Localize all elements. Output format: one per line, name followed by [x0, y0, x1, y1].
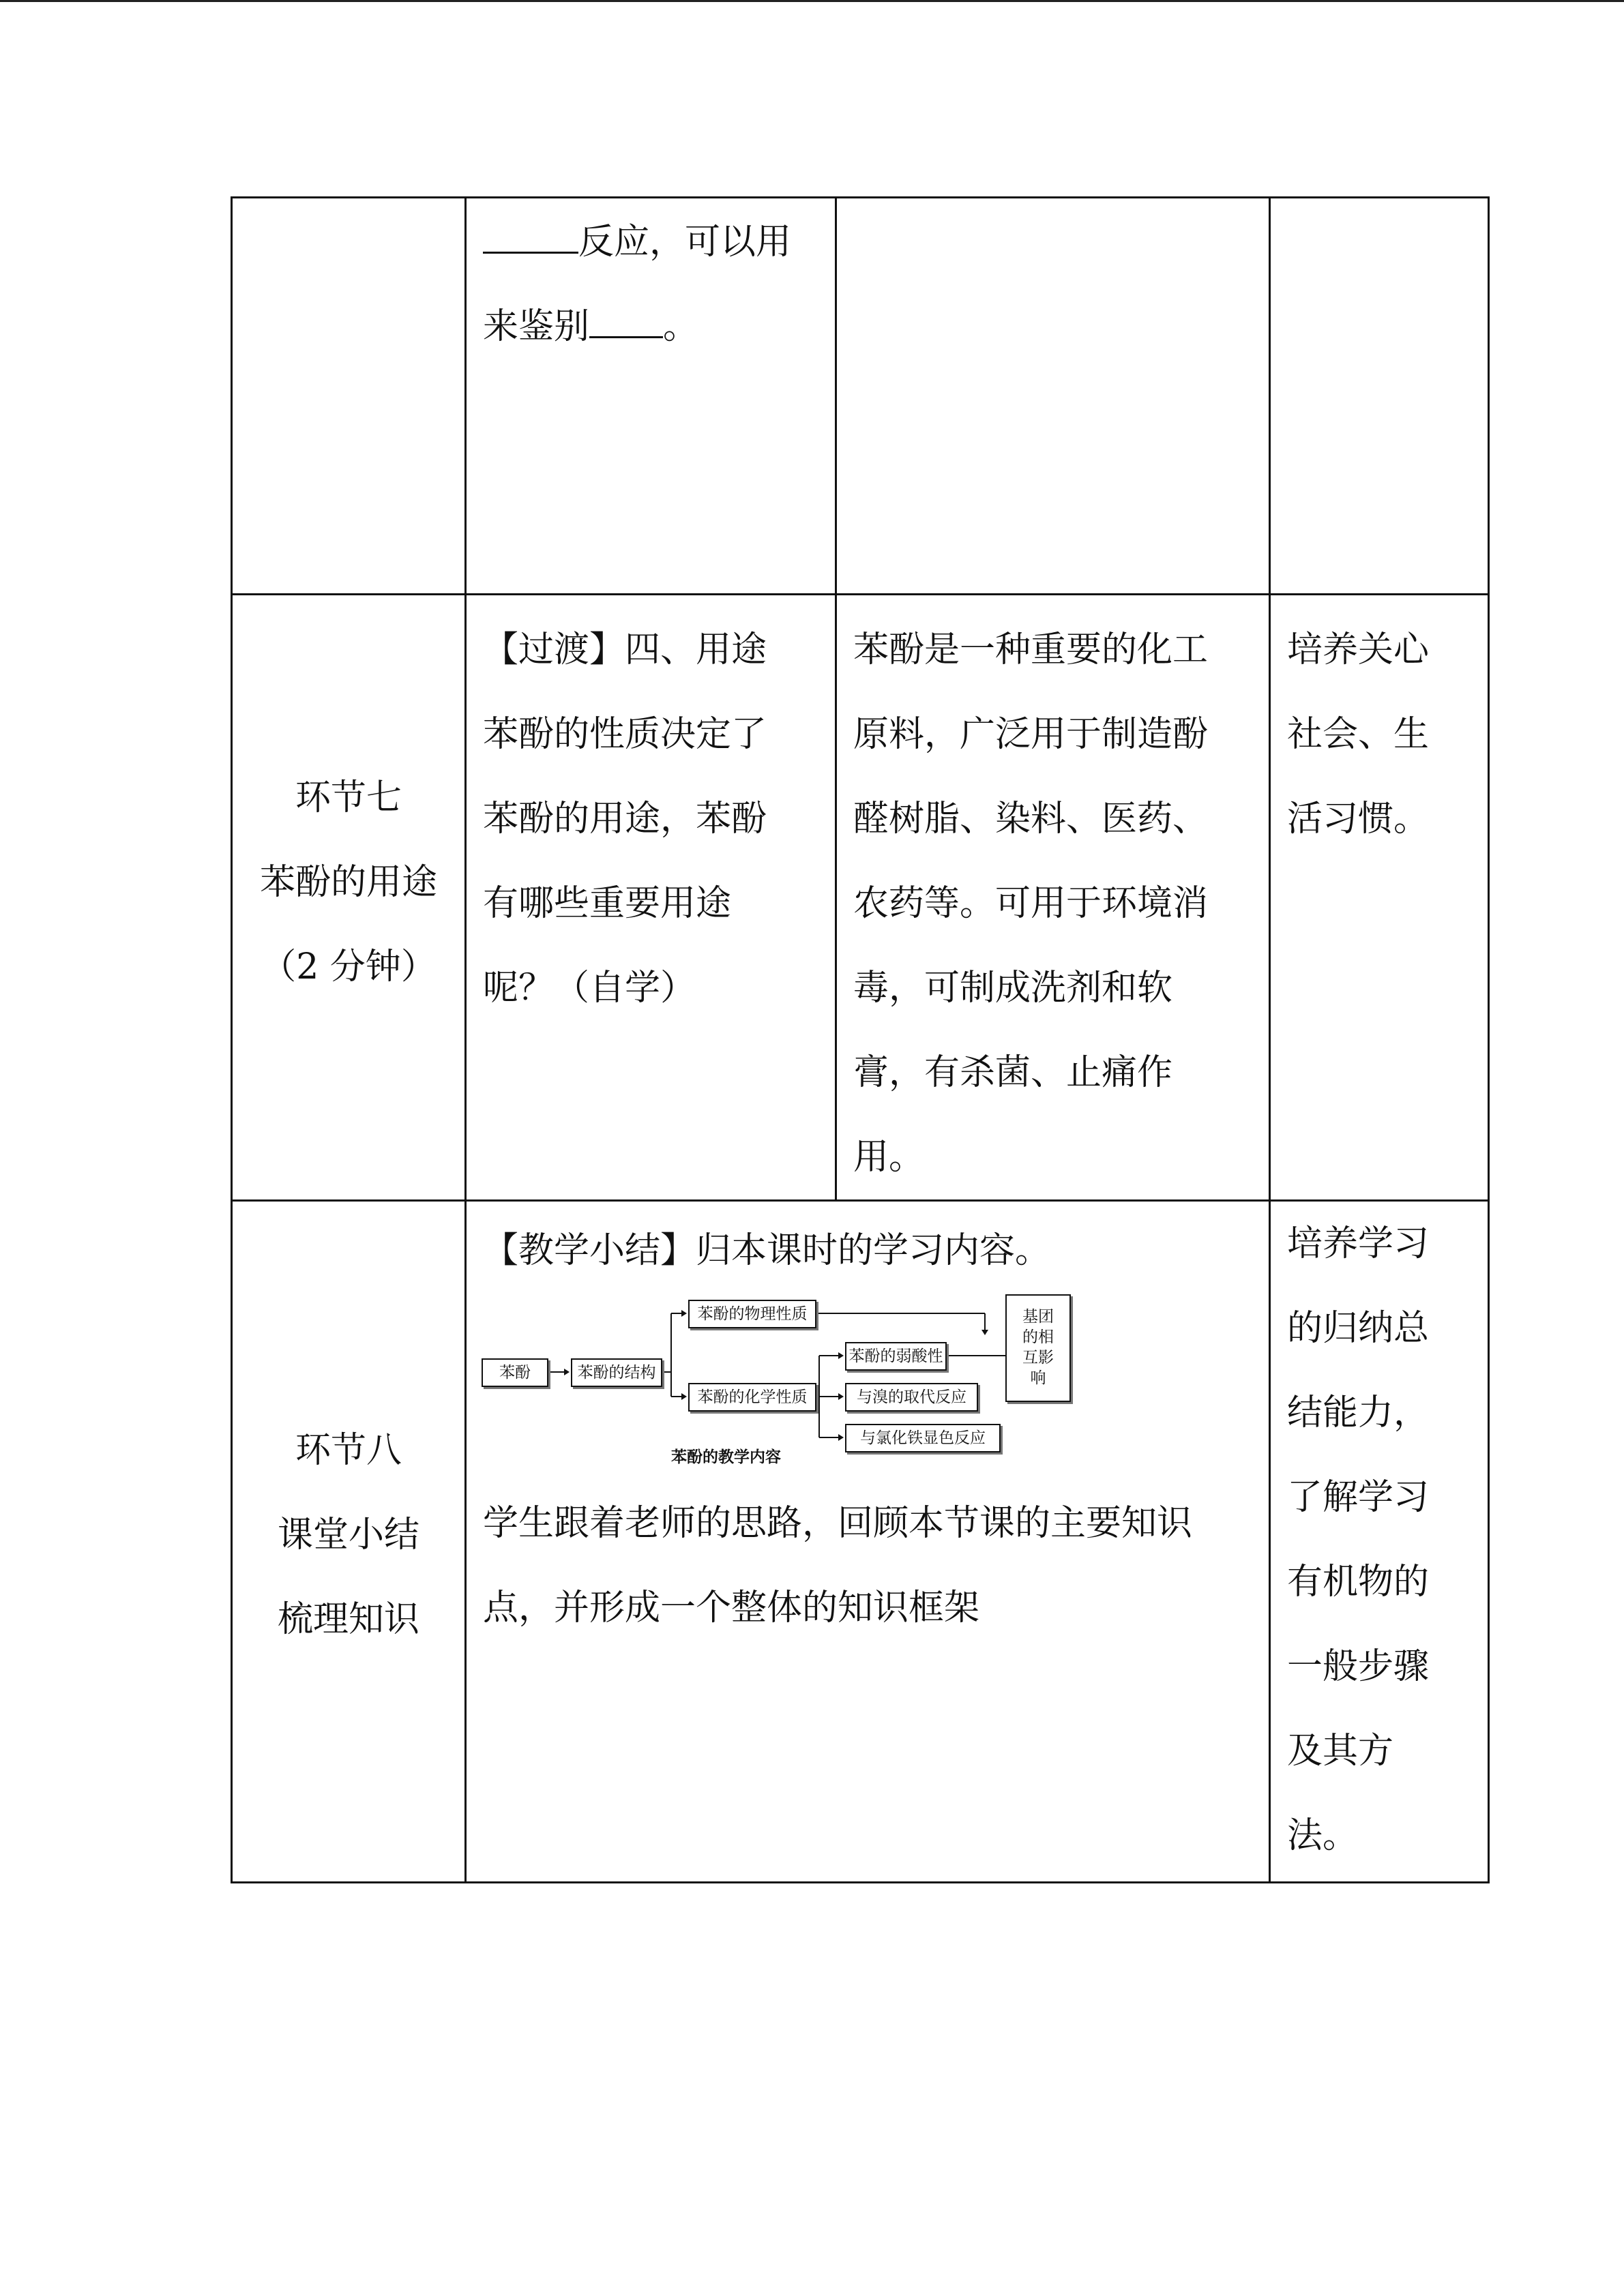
student-text-line: 原料，广泛用于制造酚: [853, 714, 1209, 755]
intent-text-line: 有机物的: [1287, 1562, 1430, 1602]
stage-label: 环节八: [295, 1429, 402, 1471]
summary-cell: [466, 1201, 1270, 1883]
student-activity-cell: [836, 595, 1270, 1201]
teacher-text-line: 苯酚的用途，苯酚: [483, 799, 767, 839]
student-text-line: 毒，可制成洗剂和软: [853, 968, 1173, 1009]
table-row-2: [232, 595, 1489, 1201]
teacher-text-line: 有哪些重要用途: [483, 883, 732, 924]
page-top-border: [0, 0, 1624, 2]
summary-text-line: 学生跟着老师的思路，回顾本节课的主要知识: [483, 1503, 1193, 1544]
student-text-line: 醛树脂、染料、医药、: [853, 799, 1209, 839]
diagram-node-phenol: 苯酚: [482, 1358, 548, 1387]
stage-duration: （2 分钟）: [261, 946, 437, 987]
teacher-activity-cell: [466, 595, 836, 1201]
intent-text-line: 法。: [1287, 1815, 1359, 1856]
summary-text-line: 点，并形成一个整体的知识框架: [483, 1587, 980, 1628]
student-text-line: 苯酚是一种重要的化工: [853, 629, 1209, 670]
stage-cell-empty: [232, 198, 466, 595]
summary-title: 【教学小结】归本课时的学习内容。: [483, 1230, 1051, 1271]
teacher-activity-cell: [466, 198, 836, 595]
stage-subtitle: 梳理知识: [277, 1598, 419, 1640]
intent-text-line: 了解学习: [1287, 1477, 1430, 1518]
diagram-node-ferric-chloride-color: 与氯化铁显色反应: [845, 1424, 1001, 1452]
answer-blank: [483, 248, 578, 254]
stage-label: 环节七: [295, 777, 402, 818]
fill-in-line-2: 来鉴别 。: [483, 306, 699, 347]
intent-text-line: 结能力，: [1287, 1392, 1430, 1433]
intent-text-line: 的归纳总: [1287, 1308, 1430, 1349]
fill-in-line-1: 反应，可以用: [483, 200, 821, 284]
stage-title: 苯酚的用途: [259, 862, 437, 903]
intent-text-line: 活习惯。: [1287, 799, 1430, 839]
lesson-plan-table: [231, 196, 1490, 1883]
teacher-text-line: 苯酚的性质决定了: [483, 714, 767, 755]
answer-blank: [589, 332, 663, 338]
intent-text-line: 及其方: [1287, 1731, 1394, 1772]
intent-text-line: 社会、生: [1287, 714, 1430, 755]
stage-cell: [232, 595, 466, 1201]
stage-title: 课堂小结: [277, 1514, 419, 1555]
student-activity-cell-empty: [836, 198, 1270, 595]
diagram-node-chemical-properties: 苯酚的化学性质: [688, 1383, 816, 1412]
table-row-1: [232, 198, 1489, 595]
student-text-line: 膏，有杀菌、止痛作: [853, 1052, 1173, 1093]
design-intent-cell: [1270, 595, 1489, 1201]
design-intent-cell: [1270, 1201, 1489, 1883]
stage-cell: [232, 1201, 466, 1883]
diagram-node-group-interaction: 基团的相互影响: [1005, 1294, 1071, 1402]
student-text-line: 用。: [853, 1137, 925, 1178]
design-intent-cell-empty: [1270, 198, 1489, 595]
intent-text-line: 培养学习: [1287, 1223, 1430, 1264]
intent-text-line: 培养关心: [1287, 629, 1430, 670]
knowledge-framework-diagram: [467, 1283, 1080, 1481]
diagram-node-physical-properties: 苯酚的物理性质: [688, 1300, 816, 1328]
teacher-text-line: 呢？（自学）: [483, 968, 696, 1009]
diagram-node-structure: 苯酚的结构: [571, 1358, 662, 1387]
diagram-caption: 苯酚的教学内容: [671, 1448, 781, 1466]
diagram-node-bromine-substitution: 与溴的取代反应: [845, 1383, 978, 1412]
table-row-3: [232, 1201, 1489, 1883]
intent-text-line: 一般步骤: [1287, 1646, 1430, 1687]
teacher-text-line: 【过渡】四、用途: [483, 629, 767, 670]
student-text-line: 农药等。可用于环境消: [853, 883, 1209, 924]
diagram-node-weak-acidity: 苯酚的弱酸性: [845, 1342, 947, 1371]
